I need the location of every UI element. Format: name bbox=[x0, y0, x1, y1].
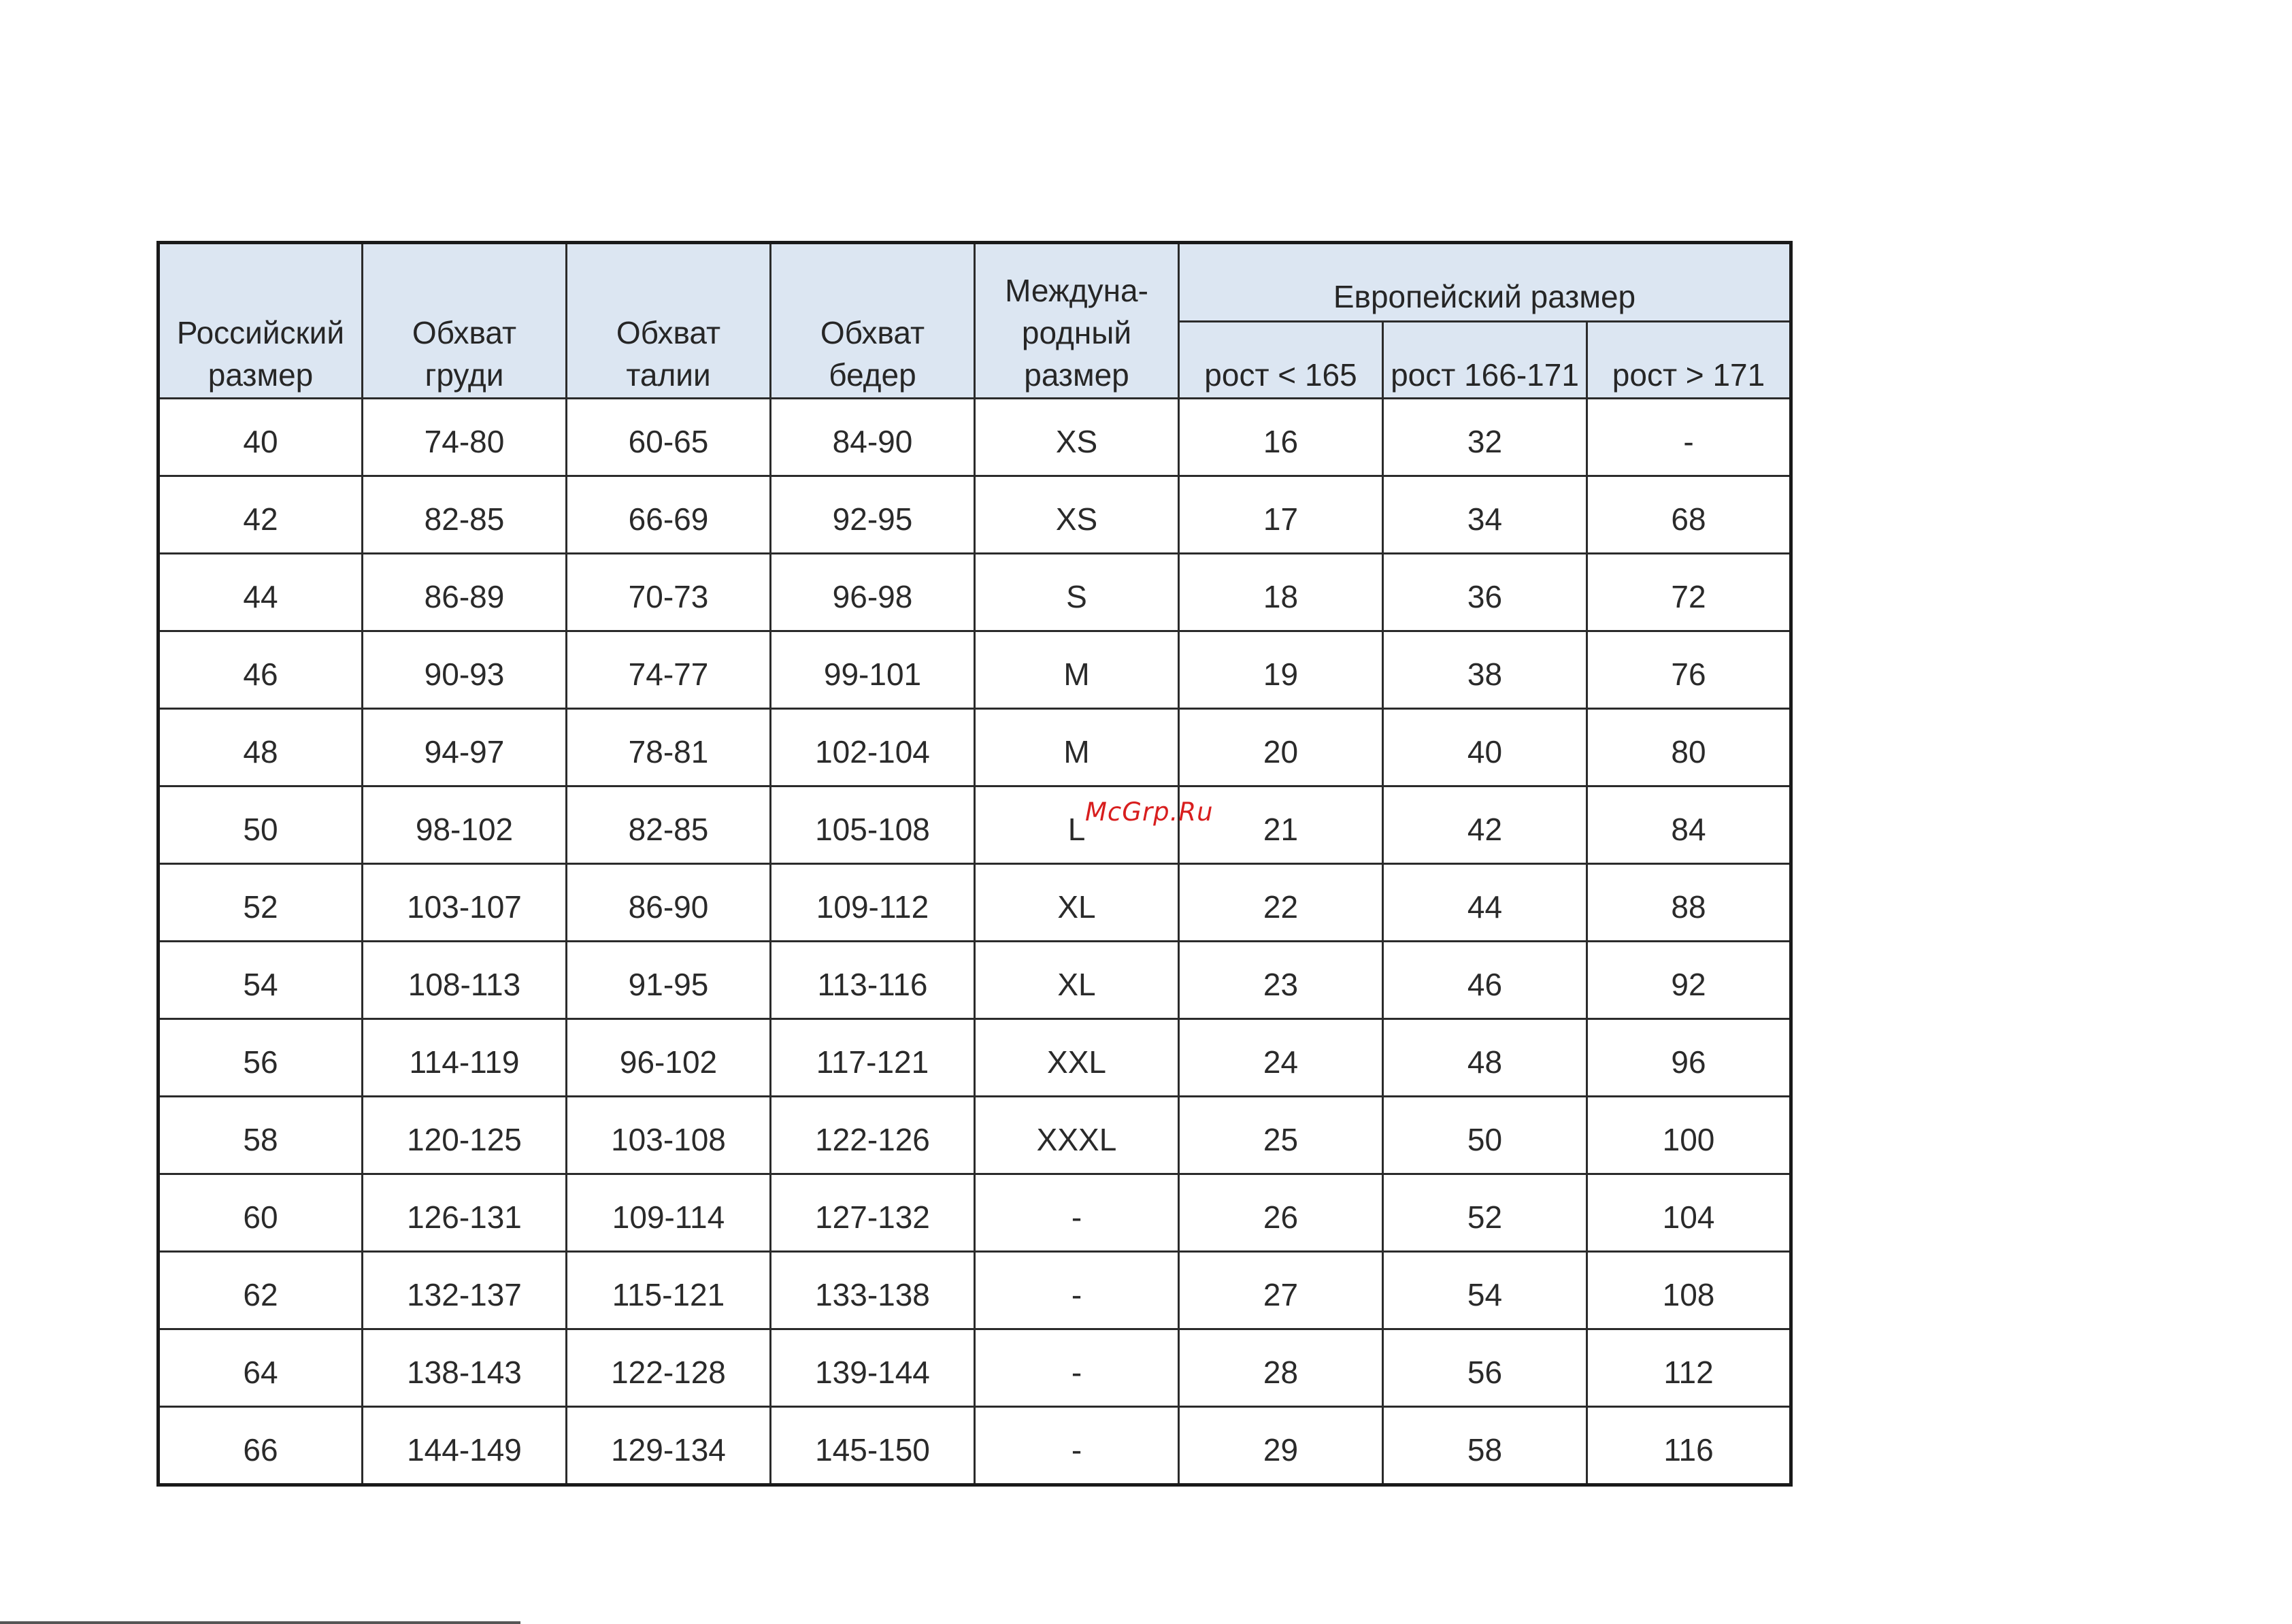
size-chart-table bbox=[156, 241, 1793, 1487]
cell-waist: 122-128 bbox=[567, 1329, 771, 1407]
cell-euro-over-171: 72 bbox=[1587, 554, 1791, 631]
table-row bbox=[159, 1019, 1791, 1097]
cell-intl-size: XS bbox=[975, 476, 1179, 554]
cell-euro-over-171: 68 bbox=[1587, 476, 1791, 554]
cell-euro-under-165: 28 bbox=[1179, 1329, 1383, 1407]
cell-euro-166-171: 52 bbox=[1383, 1174, 1587, 1252]
table-body bbox=[159, 399, 1791, 1485]
cell-intl-size: XXXL bbox=[975, 1097, 1179, 1174]
watermark-text: McGrp.Ru bbox=[1085, 797, 1214, 827]
cell-intl-size: - bbox=[975, 1252, 1179, 1329]
header-waist-line2: талии bbox=[626, 357, 711, 393]
header-intl-line2: родный bbox=[1021, 315, 1132, 350]
cell-euro-under-165: 29 bbox=[1179, 1407, 1383, 1485]
cell-euro-166-171: 34 bbox=[1383, 476, 1587, 554]
cell-waist: 70-73 bbox=[567, 554, 771, 631]
cell-euro-166-171: 46 bbox=[1383, 942, 1587, 1019]
cell-euro-over-171: 92 bbox=[1587, 942, 1791, 1019]
cell-ru-size: 44 bbox=[159, 554, 363, 631]
cell-waist: 115-121 bbox=[567, 1252, 771, 1329]
cell-chest: 108-113 bbox=[363, 942, 567, 1019]
cell-euro-166-171: 38 bbox=[1383, 631, 1587, 709]
cell-waist: 66-69 bbox=[567, 476, 771, 554]
cell-hips: 109-112 bbox=[771, 864, 975, 942]
table-row bbox=[159, 554, 1791, 631]
cell-ru-size: 40 bbox=[159, 399, 363, 476]
table-row bbox=[159, 1097, 1791, 1174]
cell-hips: 117-121 bbox=[771, 1019, 975, 1097]
table-row bbox=[159, 631, 1791, 709]
cell-ru-size: 66 bbox=[159, 1407, 363, 1485]
cell-euro-166-171: 54 bbox=[1383, 1252, 1587, 1329]
cell-waist: 109-114 bbox=[567, 1174, 771, 1252]
cell-euro-over-171: 116 bbox=[1587, 1407, 1791, 1485]
header-euro-166-171: рост 166-171 bbox=[1383, 322, 1587, 399]
cell-euro-over-171: 76 bbox=[1587, 631, 1791, 709]
cell-ru-size: 42 bbox=[159, 476, 363, 554]
cell-waist: 91-95 bbox=[567, 942, 771, 1019]
table-row bbox=[159, 709, 1791, 786]
cell-intl-size: M bbox=[975, 631, 1179, 709]
cell-hips: 133-138 bbox=[771, 1252, 975, 1329]
cell-euro-over-171: 108 bbox=[1587, 1252, 1791, 1329]
cell-chest: 82-85 bbox=[363, 476, 567, 554]
table-header bbox=[159, 243, 1791, 399]
table-row bbox=[159, 1174, 1791, 1252]
cell-euro-over-171: 104 bbox=[1587, 1174, 1791, 1252]
cell-intl-size: XXL bbox=[975, 1019, 1179, 1097]
cell-ru-size: 58 bbox=[159, 1097, 363, 1174]
cell-ru-size: 54 bbox=[159, 942, 363, 1019]
cell-euro-166-171: 58 bbox=[1383, 1407, 1587, 1485]
cell-euro-under-165: 25 bbox=[1179, 1097, 1383, 1174]
cell-ru-size: 48 bbox=[159, 709, 363, 786]
cell-euro-166-171: 40 bbox=[1383, 709, 1587, 786]
cell-intl-size: - bbox=[975, 1329, 1179, 1407]
cell-ru-size: 46 bbox=[159, 631, 363, 709]
header-euro-title: Европейский размер bbox=[1179, 243, 1791, 322]
header-euro-over-171: рост > 171 bbox=[1587, 322, 1791, 399]
header-ru-size-line1: Российский bbox=[176, 315, 345, 350]
cell-euro-166-171: 36 bbox=[1383, 554, 1587, 631]
cell-euro-over-171: 112 bbox=[1587, 1329, 1791, 1407]
cell-euro-under-165: 27 bbox=[1179, 1252, 1383, 1329]
header-ru-size bbox=[159, 243, 363, 399]
cell-euro-under-165: 18 bbox=[1179, 554, 1383, 631]
cell-euro-under-165: 20 bbox=[1179, 709, 1383, 786]
cell-intl-size: XS bbox=[975, 399, 1179, 476]
header-chest-line2: груди bbox=[425, 357, 504, 393]
table-row bbox=[159, 1329, 1791, 1407]
cell-chest: 114-119 bbox=[363, 1019, 567, 1097]
cell-intl-size: M bbox=[975, 709, 1179, 786]
cell-ru-size: 50 bbox=[159, 786, 363, 864]
header-hips-line1: Обхват bbox=[820, 315, 925, 350]
cell-waist: 103-108 bbox=[567, 1097, 771, 1174]
cell-chest: 132-137 bbox=[363, 1252, 567, 1329]
cell-intl-size: - bbox=[975, 1174, 1179, 1252]
cell-ru-size: 64 bbox=[159, 1329, 363, 1407]
cell-waist: 129-134 bbox=[567, 1407, 771, 1485]
cell-euro-under-165: 17 bbox=[1179, 476, 1383, 554]
header-euro-under-165: рост < 165 bbox=[1179, 322, 1383, 399]
cell-euro-over-171: 96 bbox=[1587, 1019, 1791, 1097]
cell-intl-size: - bbox=[975, 1407, 1179, 1485]
cell-waist: 96-102 bbox=[567, 1019, 771, 1097]
cell-chest: 138-143 bbox=[363, 1329, 567, 1407]
cell-chest: 126-131 bbox=[363, 1174, 567, 1252]
cell-waist: 60-65 bbox=[567, 399, 771, 476]
cell-euro-over-171: 80 bbox=[1587, 709, 1791, 786]
cell-hips: 92-95 bbox=[771, 476, 975, 554]
cell-euro-under-165: 26 bbox=[1179, 1174, 1383, 1252]
cell-hips: 145-150 bbox=[771, 1407, 975, 1485]
cell-ru-size: 52 bbox=[159, 864, 363, 942]
cell-waist: 86-90 bbox=[567, 864, 771, 942]
cell-ru-size: 62 bbox=[159, 1252, 363, 1329]
cell-hips: 127-132 bbox=[771, 1174, 975, 1252]
cell-euro-166-171: 50 bbox=[1383, 1097, 1587, 1174]
cell-hips: 99-101 bbox=[771, 631, 975, 709]
cell-chest: 74-80 bbox=[363, 399, 567, 476]
cell-waist: 74-77 bbox=[567, 631, 771, 709]
header-intl-line3: размер bbox=[1024, 357, 1129, 393]
cell-intl-size: S bbox=[975, 554, 1179, 631]
footnote-divider bbox=[0, 1621, 520, 1624]
table-row bbox=[159, 1252, 1791, 1329]
cell-euro-under-165: 16 bbox=[1179, 399, 1383, 476]
cell-euro-under-165: 23 bbox=[1179, 942, 1383, 1019]
header-intl bbox=[975, 243, 1179, 399]
cell-euro-over-171: - bbox=[1587, 399, 1791, 476]
header-hips-line2: бедер bbox=[829, 357, 916, 393]
cell-hips: 105-108 bbox=[771, 786, 975, 864]
cell-waist: 78-81 bbox=[567, 709, 771, 786]
cell-euro-166-171: 42 bbox=[1383, 786, 1587, 864]
header-waist bbox=[567, 243, 771, 399]
cell-euro-over-171: 88 bbox=[1587, 864, 1791, 942]
cell-ru-size: 56 bbox=[159, 1019, 363, 1097]
cell-euro-over-171: 100 bbox=[1587, 1097, 1791, 1174]
header-ru-size-line2: размер bbox=[207, 357, 314, 393]
cell-waist: 82-85 bbox=[567, 786, 771, 864]
cell-intl-size: XL bbox=[975, 942, 1179, 1019]
table-row bbox=[159, 942, 1791, 1019]
table-row bbox=[159, 1407, 1791, 1485]
cell-chest: 98-102 bbox=[363, 786, 567, 864]
cell-hips: 102-104 bbox=[771, 709, 975, 786]
cell-euro-under-165: 24 bbox=[1179, 1019, 1383, 1097]
cell-hips: 139-144 bbox=[771, 1329, 975, 1407]
cell-chest: 94-97 bbox=[363, 709, 567, 786]
cell-chest: 144-149 bbox=[363, 1407, 567, 1485]
cell-euro-166-171: 56 bbox=[1383, 1329, 1587, 1407]
table-row bbox=[159, 399, 1791, 476]
cell-ru-size: 60 bbox=[159, 1174, 363, 1252]
cell-euro-166-171: 44 bbox=[1383, 864, 1587, 942]
cell-intl-size: L bbox=[975, 786, 1179, 864]
table-row bbox=[159, 864, 1791, 942]
cell-hips: 122-126 bbox=[771, 1097, 975, 1174]
cell-euro-under-165: 22 bbox=[1179, 864, 1383, 942]
header-waist-line1: Обхват bbox=[616, 315, 721, 350]
cell-chest: 90-93 bbox=[363, 631, 567, 709]
header-hips bbox=[771, 243, 975, 399]
cell-euro-over-171: 84 bbox=[1587, 786, 1791, 864]
cell-chest: 103-107 bbox=[363, 864, 567, 942]
cell-euro-166-171: 32 bbox=[1383, 399, 1587, 476]
cell-euro-under-165: 21 bbox=[1179, 786, 1383, 864]
header-chest bbox=[363, 243, 567, 399]
cell-intl-size: XL bbox=[975, 864, 1179, 942]
cell-hips: 113-116 bbox=[771, 942, 975, 1019]
header-chest-line1: Обхват bbox=[412, 315, 517, 350]
cell-euro-under-165: 19 bbox=[1179, 631, 1383, 709]
table-row bbox=[159, 786, 1791, 864]
table-row bbox=[159, 476, 1791, 554]
cell-hips: 96-98 bbox=[771, 554, 975, 631]
header-intl-line1: Междуна- bbox=[1005, 273, 1148, 308]
cell-hips: 84-90 bbox=[771, 399, 975, 476]
cell-euro-166-171: 48 bbox=[1383, 1019, 1587, 1097]
cell-chest: 120-125 bbox=[363, 1097, 567, 1174]
cell-chest: 86-89 bbox=[363, 554, 567, 631]
